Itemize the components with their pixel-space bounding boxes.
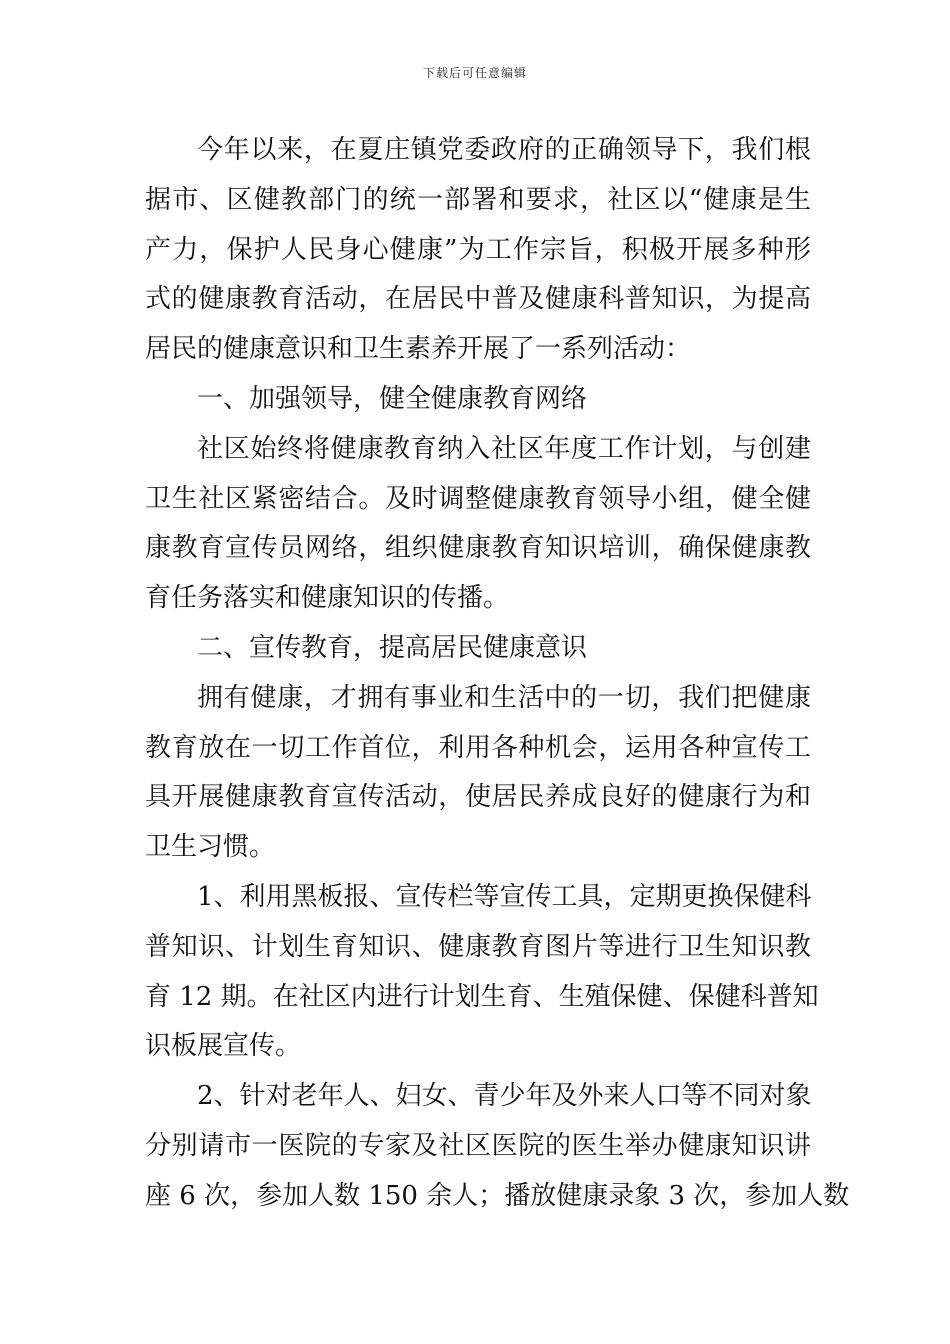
text-line: 卫生社区紧密结合。及时调整健康教育领导小组，健全健	[145, 483, 811, 514]
text-line: 具开展健康教育宣传活动，使居民养成良好的健康行为和	[145, 782, 811, 813]
text-line: 居民的健康意识和卫生素养开展了一系列活动：	[145, 334, 692, 365]
text-line: 座 6 次，参加人数 150 余人；播放健康录象 3 次，参加人数	[145, 1180, 850, 1211]
text-line: 拥有健康，才拥有事业和生活中的一切，我们把健康	[197, 682, 811, 713]
body-text	[145, 126, 850, 1222]
text-line: 育 12 期。在社区内进行计划生育、生殖保健、保健科普知	[145, 981, 819, 1012]
text-line: 识板展宣传。	[145, 1031, 302, 1062]
text-line: 康教育宣传员网络，组织健康教育知识培训，确保健康教	[145, 533, 811, 564]
text-line: 据市、区健教部门的统一部署和要求，社区以“健康是生	[145, 184, 811, 215]
text-line: 育任务落实和健康知识的传播。	[145, 583, 510, 614]
text-line: 社区始终将健康教育纳入社区年度工作计划，与创建	[197, 433, 811, 464]
text-line: 教育放在一切工作首位，利用各种机会，运用各种宣传工	[145, 732, 811, 763]
header-note: 下载后可任意编辑	[422, 66, 527, 80]
text-line: 分别请市一医院的专家及社区医院的医生举办健康知识讲	[145, 1130, 811, 1161]
text-line: 式的健康教育活动，在居民中普及健康科普知识，为提高	[145, 284, 811, 315]
text-line: 卫生习惯。	[145, 832, 276, 863]
text-line: 产力，保护人民身心健康”为工作宗旨，积极开展多种形	[145, 234, 811, 265]
section-heading: 一、加强领导，健全健康教育网络	[197, 383, 588, 414]
text-line: 2、针对老年人、妇女、青少年及外来人口等不同对象	[197, 1081, 812, 1112]
text-line: 今年以来，在夏庄镇党委政府的正确领导下，我们根	[197, 135, 811, 165]
section-heading: 二、宣传教育，提高居民健康意识	[197, 632, 588, 663]
text-line: 普知识、计划生育知识、健康教育图片等进行卫生知识教	[145, 931, 811, 962]
text-line: 1、利用黑板报、宣传栏等宣传工具，定期更换保健科	[197, 881, 812, 912]
